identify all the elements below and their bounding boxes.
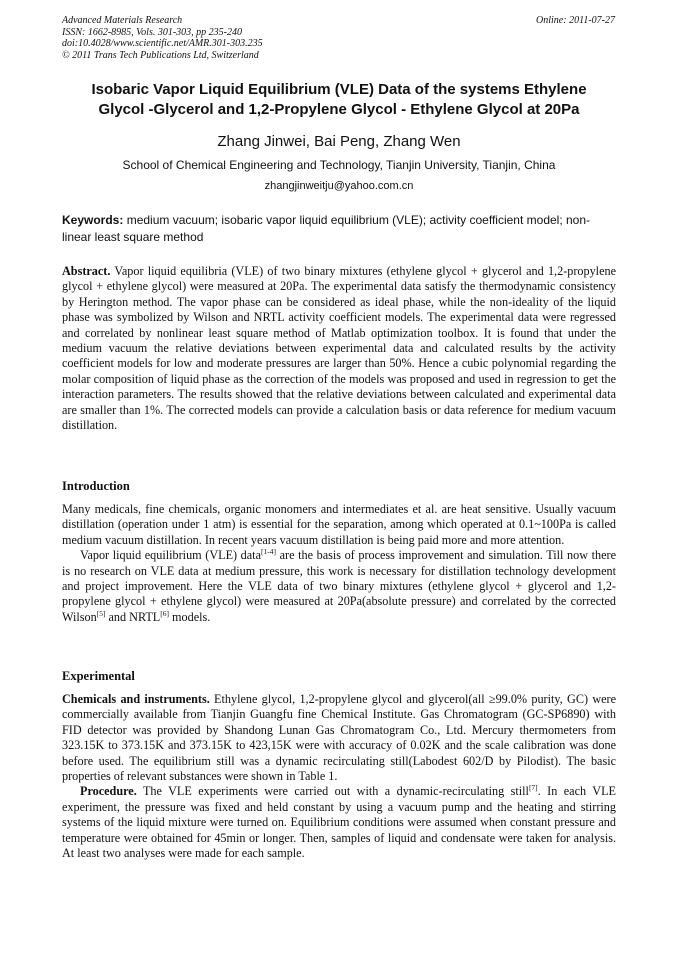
abstract-label: Abstract. <box>62 264 111 278</box>
intro-paragraph-2 <box>62 548 616 625</box>
keywords <box>62 212 616 245</box>
procedure-paragraph <box>62 784 616 861</box>
intro-p2-text-c: and NRTL <box>105 609 161 624</box>
chemicals-text: Ethylene glycol, 1,2-propylene glycol and glycerol(all ≥99.0% purity, GC) were commercially available from Tianjin Guangfu fine Chemical Institute. Gas Chromatogram (GC-SP6890) with FID detector was provided by Shandong Lunan Gas Chromatogram Co., Ltd. Mercury thermometers from 323.15K to 373.15K and 373.15K to 423,15K were with accuracy of 0.02K and the scale calibration was done before used. The equilibrium still was a dynamic recirculating still(Labodest 602/D by Pilodist). The basic properties of relevant substances were shown in Table 1. <box>62 692 616 784</box>
citation-6: [6] <box>160 608 169 618</box>
journal-header <box>62 15 263 61</box>
intro-paragraph-1: Many medicals, fine chemicals, organic monomers and intermediates et al. are heat sensitive. Usually vacuum distillation (operation under 1 atm) is essential for the separation, among which operated at 0.1~100Pa is called medium vacuum distillation. In recent years vacuum distillation is being paid more and more attention. <box>62 502 616 547</box>
online-date: Online: 2011-07-27 <box>536 15 615 26</box>
procedure-text-b: . In each VLE experiment, the pressure was fixed and held constant by using a vacuum pump and the heating and stirring systems of the liquid mixture were turned on. Equilibrium conditions were assumed when constant pressure and temperature were obtained for 45min or longer. Then, samples of liquid and condensate were taken for analysis. At least two analyses were made for each sample. <box>62 784 616 861</box>
citation-7: [7] <box>528 783 538 793</box>
affiliation: School of Chemical Engineering and Technology, Tianjin University, Tianjin, China <box>122 158 556 172</box>
authors: Zhang Jinwei, Bai Peng, Zhang Wen <box>217 133 461 150</box>
procedure-text-a: The VLE experiments were carried out with a dynamic-recirculating still <box>136 784 529 799</box>
doi-line: doi:10.4028/www.scientific.net/AMR.301-303.235 <box>62 38 263 49</box>
experimental-body <box>62 692 616 861</box>
title-line-2: Glycol -Glycerol and 1,2-Propylene Glycol - Ethylene Glycol at 20Pa <box>98 101 580 118</box>
intro-p2-text-d: models. <box>169 609 211 624</box>
citation-1-4: [1-4] <box>260 547 276 557</box>
section-heading-introduction: Introduction <box>62 479 130 493</box>
issn-line: ISSN: 1662-8985, Vols. 301-303, pp 235-240 <box>62 26 242 38</box>
title-line-1: Isobaric Vapor Liquid Equilibrium (VLE) Data of the systems Ethylene <box>91 81 587 98</box>
intro-p2-text-b: are the basis of process improvement and simulation. Till now there is no research on VLE data at medium pressure, this work is necessary for distillation technology development and project improvement. Here the VLE data of two binary mixtures (ethylene glycol + glycerol and 1,2-propylene glycol + ethylene glycol) were measured at 20Pa(absolute pressure) and correlated by the corrected Wilson <box>62 548 616 624</box>
paper-title <box>62 80 616 120</box>
copyright-line: © 2011 Trans Tech Publications Ltd, Switzerland <box>62 49 259 61</box>
journal-name: Advanced Materials Research <box>62 15 183 26</box>
keywords-label: Keywords: <box>62 213 124 227</box>
intro-p2-text-a: Vapor liquid equilibrium (VLE) data <box>80 548 261 563</box>
keywords-text: medium vacuum; isobaric vapor liquid equilibrium (VLE); activity coefficient model; non-linear least square method <box>62 213 591 244</box>
procedure-label: Procedure. <box>80 784 137 799</box>
chemicals-label: Chemicals and instruments. <box>62 692 210 706</box>
abstract-text: Vapor liquid equilibria (VLE) of two binary mixtures (ethylene glycol + glycerol and 1,2-propylene glycol + ethylene glycol) were measured at 20Pa. The experimental data satisfy the thermodynamic consistency by Herington method. The vapor phase can be considered as ideal phase, while the non-ideality of the liquid phase was symbolized by Wilson and NRTL activity coefficient models. The experimental data were regressed and correlated by nonlinear least square method of Matlab optimization toolbox. It is found that under the medium vacuum the relative deviations between experimental data and calculated results by the activity coefficient models for low and moderate pressures are larger than 50%. Hence a cubic polynomial regarding the molar composition of liquid phase as the correction of the models was proposed and used in regression to get the interaction parameters. The results showed that the relative deviations between calculated and experimental data are smaller than 1%. The corrected models can provide a calculation basis or data reference for medium vacuum distillation. <box>62 264 616 433</box>
chemicals-paragraph <box>62 692 616 784</box>
introduction-body <box>62 502 616 625</box>
section-heading-experimental: Experimental <box>62 669 135 683</box>
abstract <box>62 264 616 433</box>
citation-5: [5] <box>96 608 106 618</box>
author-email: zhangjinweitju@yahoo.com.cn <box>264 180 414 192</box>
